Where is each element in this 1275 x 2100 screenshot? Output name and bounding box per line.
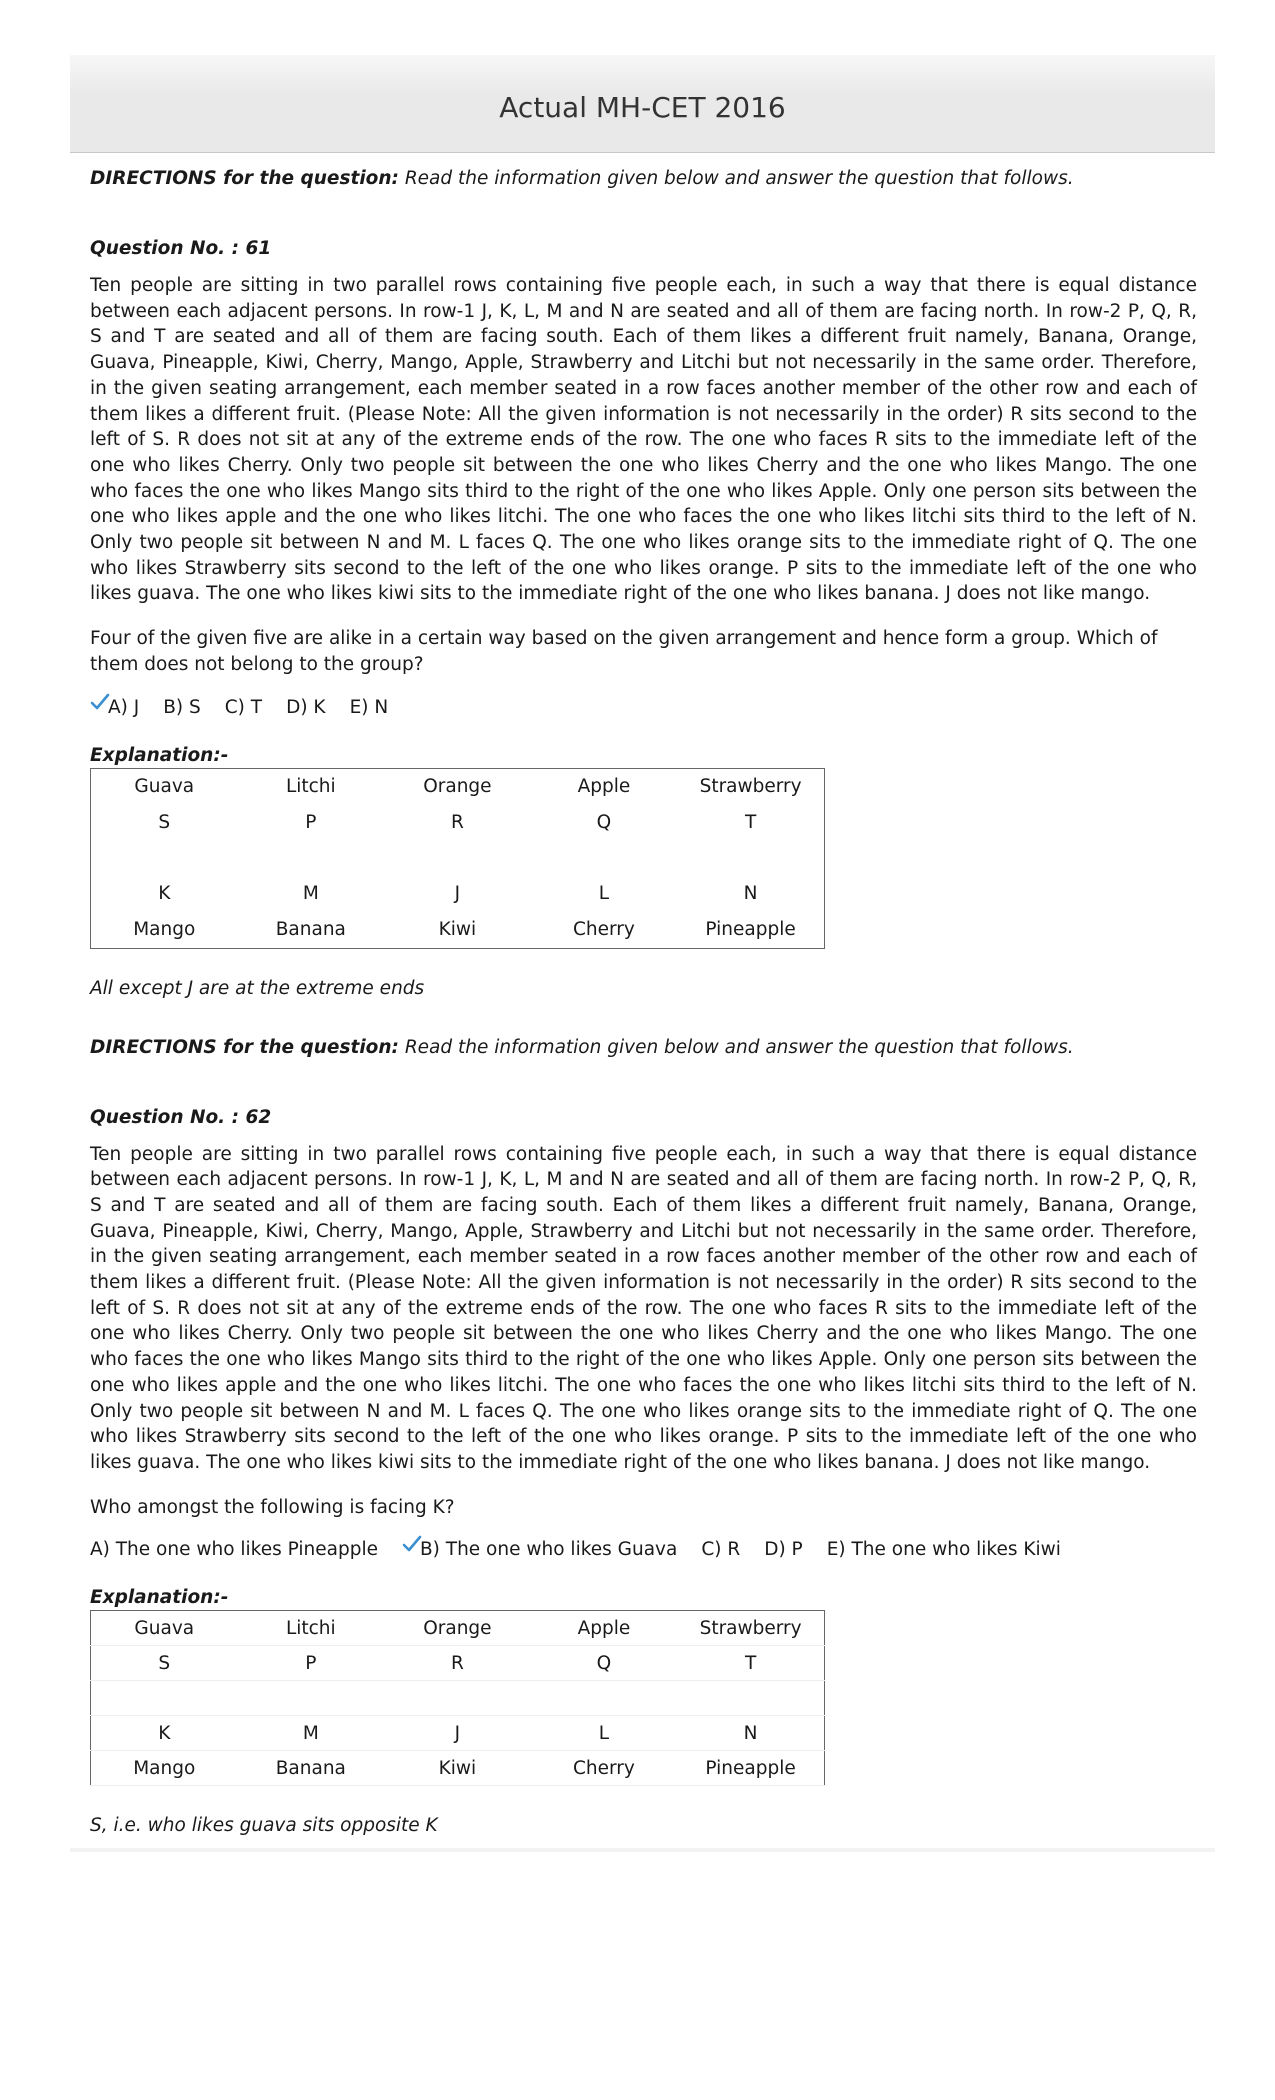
option-label: A) J (108, 696, 140, 718)
table-row (91, 1716, 825, 1751)
option-b[interactable]: B) S (163, 696, 201, 718)
table-cell: Kiwi (438, 919, 477, 941)
question-passage: Ten people are sitting in two parallel rows containing five people each, in such a way that there is equal distance between each adjacent persons. In row-1 J, K, L, M and N are seated and all of them are facing north. In row-2 P, Q, R, S and T are seated and all of them are facing south. Each of them likes a different fruit namely, Banana, Orange, Guava, Pineapple, Kiwi, Cherry, Mango, Apple, Strawberry and Litchi but not necessarily in the same order. Therefore, in the given seating arrangement, each member seated in a row faces another member of the other row and each of them likes a different fruit. (Please Note: All the given information is not necessarily in the order) R sits second to the left of S. R does not sit at any of the extreme ends of the row. The one who faces R sits to the immediate left of the one who likes Cherry. Only two people sit between the one who likes Cherry and the one who likes Mango. The one who faces the one who likes Mango sits third to the right of the one who likes Apple. Only one person sits between the one who likes apple and the one who likes litchi. The one who faces the one who likes litchi sits third to the left of N. Only two people sit between N and M. L faces Q. The one who likes orange sits to the immediate right of Q. The one who likes Strawberry sits second to the left of the one who likes orange. P sits to the immediate left of the one who likes guava. The one who likes kiwi sits to the immediate right of the one who likes banana. J does not like mango. (90, 1143, 1197, 1473)
table-cell: Q (596, 812, 612, 834)
table-cell: R (450, 812, 464, 834)
arrangement-table (90, 1610, 825, 1786)
table-cell: Mango (133, 919, 196, 941)
directions (90, 165, 1197, 193)
table-cell: Pineapple (705, 919, 796, 941)
table-cell: Q (531, 1646, 678, 1681)
table-cell: Orange (384, 1611, 531, 1646)
checkmark-icon (402, 1534, 422, 1554)
directions-text: Read the information given below and answer the question that follows. (398, 168, 1074, 189)
checkmark-icon (90, 692, 110, 712)
question-number: Question No. : 62 (90, 1106, 272, 1128)
table-cell: P (238, 1646, 385, 1681)
footer-divider (70, 1848, 1215, 1852)
table-cell: Mango (91, 1751, 238, 1786)
explanation-label: Explanation:- (90, 1587, 229, 1609)
page-title: Actual MH-CET 2016 (499, 91, 786, 124)
table-row (91, 876, 825, 912)
table-cell: S (91, 1646, 238, 1681)
table-cell (677, 1681, 824, 1716)
table-cell: Banana (238, 1751, 385, 1786)
table-cell: Strawberry (677, 1611, 824, 1646)
table-cell (238, 1681, 385, 1716)
table-cell: Apple (577, 776, 631, 798)
option-b[interactable] (402, 1536, 677, 1564)
question-text: Who amongst the following is facing K? (90, 1496, 455, 1518)
arrangement-table (90, 768, 825, 949)
table-cell (91, 1681, 238, 1716)
option-a[interactable]: A) The one who likes Pineapple (90, 1539, 378, 1561)
option-d[interactable]: D) K (286, 696, 326, 718)
question-number: Question No. : 61 (90, 238, 272, 259)
table-cell: Apple (531, 1611, 678, 1646)
table-cell: Strawberry (699, 776, 802, 798)
table-row (91, 1646, 825, 1681)
page-header (70, 55, 1215, 153)
table-cell (384, 1681, 531, 1716)
directions-label: DIRECTIONS for the question: (90, 1036, 399, 1058)
option-e[interactable]: E) N (349, 696, 389, 718)
explanation-label: Explanation:- (90, 744, 229, 766)
table-cell: N (677, 1716, 824, 1751)
question-passage: Ten people are sitting in two parallel rows containing five people each, in such a way that there is equal distance between each adjacent persons. In row-1 J, K, L, M and N are seated and all of them are facing north. In row-2 P, Q, R, S and T are seated and all of them are facing south. Each of them likes a different fruit namely, Banana, Orange, Guava, Pineapple, Kiwi, Cherry, Mango, Apple, Strawberry and Litchi but not necessarily in the same order. Therefore, in the given seating arrangement, each member seated in a row faces another member of the other row and each of them likes a different fruit. (Please Note: All the given information is not necessarily in the order) R sits second to the left of S. R does not sit at any of the extreme ends of the row. The one who faces R sits to the immediate left of the one who likes Cherry. Only two people sit between the one who likes Cherry and the one who likes Mango. The one who faces the one who likes Mango sits third to the right of the one who likes Apple. Only one person sits between the one who likes apple and the one who likes litchi. The one who faces the one who likes litchi sits third to the left of N. Only two people sit between N and M. L faces Q. The one who likes orange sits to the immediate right of Q. The one who likes Strawberry sits second to the left of the one who likes orange. P sits to the immediate left of the one who likes guava. The one who likes kiwi sits to the immediate right of the one who likes banana. J does not like mango. (90, 275, 1197, 605)
table-cell: Cherry (573, 919, 635, 941)
answer-options (90, 694, 1197, 722)
table-cell: Pineapple (677, 1751, 824, 1786)
table-cell (531, 1681, 678, 1716)
table-cell: T (744, 812, 757, 834)
table-cell: J (454, 883, 461, 905)
table-cell: Banana (275, 919, 346, 941)
table-cell (531, 841, 678, 876)
option-label: B) The one who likes Guava (419, 1539, 678, 1561)
table-cell (238, 841, 385, 876)
table-cell: M (238, 1716, 385, 1751)
table-cell: Litchi (285, 776, 336, 798)
question-block-61 (90, 165, 1197, 1003)
table-row (91, 1611, 825, 1646)
option-e[interactable]: E) The one who likes Kiwi (826, 1539, 1061, 1561)
table-row (91, 841, 825, 876)
content (90, 165, 1197, 1840)
table-cell: Kiwi (384, 1751, 531, 1786)
table-cell: J (384, 1716, 531, 1751)
table-cell: Orange (423, 776, 492, 798)
directions-text: Read the information given below and answer the question that follows. (398, 1036, 1074, 1058)
table-cell: Guava (134, 776, 195, 798)
table-cell: Litchi (238, 1611, 385, 1646)
explanation-note: S, i.e. who likes guava sits opposite K (90, 1815, 438, 1837)
table-row (91, 805, 825, 841)
table-cell: K (158, 883, 171, 905)
table-cell: L (531, 1716, 678, 1751)
table-row (91, 768, 825, 805)
table-row (91, 912, 825, 949)
explanation-note: All except J are at the extreme ends (90, 977, 425, 999)
directions (90, 1034, 1197, 1062)
option-c[interactable]: C) T (224, 696, 263, 718)
option-a[interactable] (90, 694, 139, 722)
table-cell: Guava (91, 1611, 238, 1646)
answer-options (90, 1536, 1197, 1564)
table-cell: R (384, 1646, 531, 1681)
table-cell: N (743, 883, 758, 905)
table-cell: P (305, 812, 317, 834)
option-c[interactable]: C) R (701, 1539, 741, 1561)
table-cell (384, 841, 531, 876)
table-cell: M (302, 883, 319, 905)
table-row (91, 1751, 825, 1786)
table-row (91, 1681, 825, 1716)
table-cell: T (677, 1646, 824, 1681)
question-text: Four of the given five are alike in a certain way based on the given arrangement and hence form a group. Which of them does not belong to the group? (90, 628, 1158, 675)
table-cell: K (91, 1716, 238, 1751)
directions-label: DIRECTIONS for the question: (90, 168, 399, 189)
table-cell: Cherry (531, 1751, 678, 1786)
question-block-62 (90, 1034, 1197, 1841)
table-cell: S (158, 812, 171, 834)
table-cell (677, 841, 824, 876)
table-cell: L (598, 883, 610, 905)
option-d[interactable]: D) P (764, 1539, 803, 1561)
table-cell (91, 841, 238, 876)
